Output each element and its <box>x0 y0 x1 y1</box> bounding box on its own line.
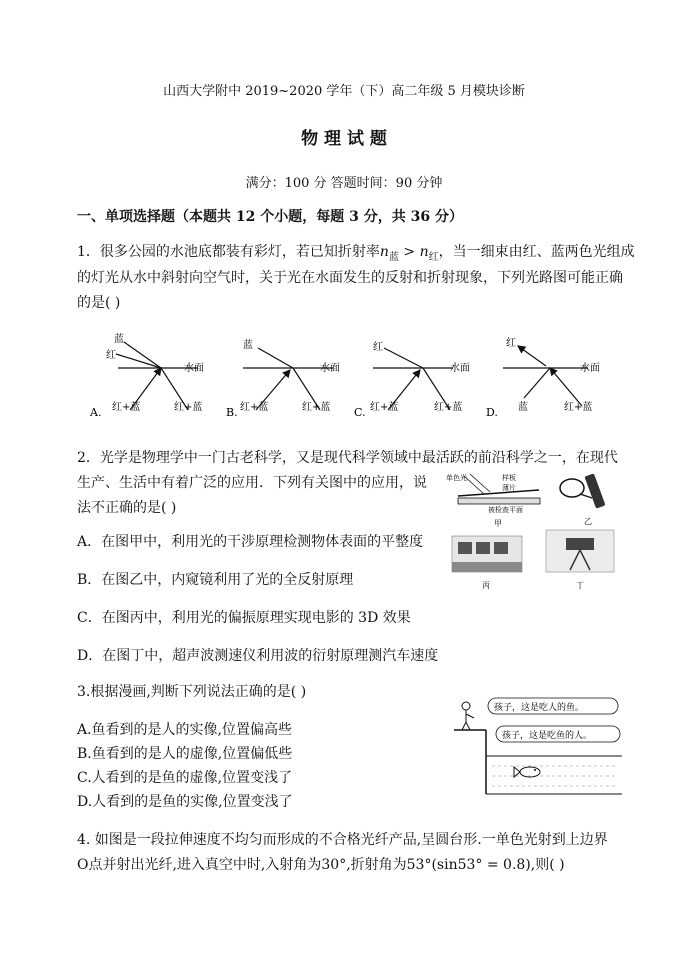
page-title: 物 理 试 题 <box>301 129 387 149</box>
q2-stem-line1: 2．光学是物理学中一门古老科学，又是现代科学领域中最活跃的前沿科学之一，在现代 <box>77 450 618 466</box>
q2-stem-line3: 法不正确的是( ) <box>77 500 177 516</box>
fig-jia-label: 甲 <box>494 519 502 528</box>
n-red: n <box>419 244 429 260</box>
q4-stem-line1: 4. 如图是一段拉伸速度不均匀而形成的不合格光纤产品,呈圆台形.一单色光射到上边界 <box>77 832 608 848</box>
label-mix-2: 红+蓝 <box>302 402 331 413</box>
label-red: 红 <box>106 350 116 361</box>
q3-cartoon <box>452 688 624 796</box>
q1-stem-line2: 的灯光从水中斜射向空气时，关于光在水面发生的反射和折射现象，下列光路图可能正确 <box>77 270 623 286</box>
label-blue: 蓝 <box>518 402 528 413</box>
figure-bing <box>452 536 522 590</box>
label-mix-2: 红+蓝 <box>434 402 463 413</box>
label-mix-1: 红+蓝 <box>370 402 399 413</box>
fish-figure <box>514 767 540 777</box>
option-a-label: A. <box>90 406 102 419</box>
exam-header-line: 山西大学附中 2019~2020 学年（下）高二年级 5 月模块诊断 <box>163 84 525 99</box>
q3-option-a: A.鱼看到的是人的实像,位置偏高些 <box>77 722 293 738</box>
section-heading: 一、单项选择题（本题共 12 个小题，每题 3 分，共 36 分） <box>77 209 463 225</box>
diagram-b <box>226 338 340 419</box>
q4-stem-line2: O点并射出光纤,进入真空中时,入射角为30°,折射角为53°(sin53° = 0.8),则( ) <box>77 857 565 873</box>
q3-option-b: B.鱼看到的是人的虚像,位置偏低些 <box>77 746 293 762</box>
q1-text-a: 1．很多公园的水池底都装有彩灯，若已知折射率 <box>77 244 380 260</box>
label-mix-2: 红+蓝 <box>174 402 203 413</box>
person-figure <box>454 702 486 794</box>
q3-option-c: C.人看到的是鱼的虚像,位置变浅了 <box>77 770 293 786</box>
figure-yi <box>560 473 606 526</box>
label-red: 红 <box>506 338 516 349</box>
label-mix-1: 红+蓝 <box>112 402 141 413</box>
q1-stem-line1 <box>77 242 635 268</box>
label-water: 水面 <box>184 363 204 374</box>
q3-option-d: D.人看到的是鱼的实像,位置变浅了 <box>77 794 293 810</box>
fig-bing-label: 丙 <box>482 581 490 590</box>
q2-option-d: D．在图丁中，超声波测速仪利用波的衍射原理测汽车速度 <box>77 648 439 664</box>
q1-stem-line3: 的是( ) <box>77 295 121 311</box>
label-blue: 蓝 <box>114 334 124 345</box>
n-red-sub: 红 <box>428 251 439 263</box>
q2-stem-line2: 生产、生活中有着广泛的应用．下列有关图中的应用，说 <box>77 475 427 491</box>
gt-sign: > <box>398 244 420 260</box>
label-water: 水面 <box>580 363 600 374</box>
fig-light-label: 单色光 <box>446 474 467 482</box>
figure-jia <box>446 473 540 528</box>
n-blue: n <box>379 244 389 260</box>
fig-surface-label: 被检查平面 <box>488 506 523 514</box>
q3-stem: 3.根据漫画,判断下列说法正确的是( ) <box>77 684 307 700</box>
label-water: 水面 <box>320 363 340 374</box>
fig-plate-label: 样板 <box>502 474 516 482</box>
label-red: 红 <box>373 342 383 353</box>
fig-ding-label: 丁 <box>576 581 584 590</box>
label-blue: 蓝 <box>243 340 253 351</box>
figure-ding <box>546 530 614 590</box>
label-water: 水面 <box>450 363 470 374</box>
q2-option-b: B．在图乙中，内窥镜利用了光的全反射原理 <box>77 572 354 588</box>
fig-film-label: 薄片 <box>502 484 516 492</box>
label-mix: 红+蓝 <box>564 402 593 413</box>
option-c-label: C. <box>354 406 366 419</box>
speech-bubble-1 <box>488 698 618 714</box>
q2-figures <box>444 466 624 596</box>
option-d-label: D. <box>486 406 498 419</box>
label-mix-1: 红+蓝 <box>240 402 269 413</box>
diagram-d <box>486 337 600 419</box>
q2-option-c: C．在图丙中，利用光的偏振原理实现电影的 3D 效果 <box>77 610 411 626</box>
fig-yi-label: 乙 <box>584 517 592 526</box>
score-time-line: 满分：100 分 答题时间：90 分钟 <box>245 176 443 191</box>
bubble-2-text: 孩子，这是吃鱼的人。 <box>502 731 593 741</box>
option-b-label: B. <box>226 406 238 419</box>
n-blue-sub: 蓝 <box>388 251 399 263</box>
diagram-c <box>354 341 470 419</box>
q2-option-a: A．在图甲中，利用光的干涉原理检测物体表面的平整度 <box>77 534 424 550</box>
diagram-a <box>89 332 204 419</box>
speech-bubble-2 <box>496 726 620 742</box>
q1-text-b: ，当一细束由红、蓝两色光组成 <box>438 244 635 260</box>
water-area <box>486 756 622 794</box>
q1-diagrams <box>88 330 648 420</box>
bubble-1-text: 孩子，这是吃人的鱼。 <box>494 703 585 713</box>
